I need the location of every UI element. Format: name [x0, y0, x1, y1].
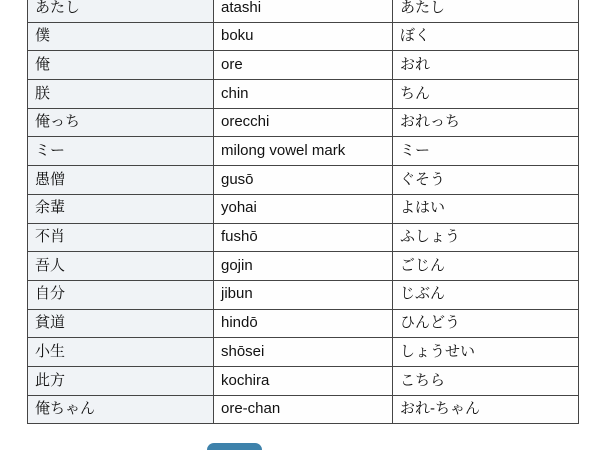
- romaji-cell: kochira: [214, 366, 393, 395]
- hiragana-cell: よはい: [393, 194, 579, 223]
- table-row: [28, 137, 579, 166]
- table-row: [28, 223, 579, 252]
- kanji-cell: 僕: [28, 22, 214, 51]
- romaji-cell: ore: [214, 51, 393, 80]
- hiragana-cell: ぐそう: [393, 166, 579, 195]
- romaji-cell: atashi: [214, 0, 393, 22]
- table-row: [28, 280, 579, 309]
- kanji-cell: 俺っち: [28, 108, 214, 137]
- table-row: [28, 108, 579, 137]
- table-row: [28, 395, 579, 424]
- romaji-cell: fushō: [214, 223, 393, 252]
- hiragana-cell: ちん: [393, 80, 579, 109]
- table-row: [28, 22, 579, 51]
- hiragana-cell: おれ: [393, 51, 579, 80]
- romaji-cell: yohai: [214, 194, 393, 223]
- hiragana-cell: ぼく: [393, 22, 579, 51]
- romaji-cell: hindō: [214, 309, 393, 338]
- romaji-cell: orecchi: [214, 108, 393, 137]
- kanji-cell: 吾人: [28, 252, 214, 281]
- table-row: [28, 366, 579, 395]
- table-row: [28, 252, 579, 281]
- kanji-cell: 余輩: [28, 194, 214, 223]
- kanji-cell: ミー: [28, 137, 214, 166]
- hiragana-cell: ふしょう: [393, 223, 579, 252]
- table-row: [28, 309, 579, 338]
- kanji-cell: あたし: [28, 0, 214, 22]
- hiragana-cell: あたし: [393, 0, 579, 22]
- table-row: [28, 338, 579, 367]
- kanji-cell: 愚僧: [28, 166, 214, 195]
- romaji-cell: ore-chan: [214, 395, 393, 424]
- kanji-cell: 俺ちゃん: [28, 395, 214, 424]
- romaji-cell: gusō: [214, 166, 393, 195]
- romaji-cell: milong vowel mark: [214, 137, 393, 166]
- hiragana-cell: ごじん: [393, 252, 579, 281]
- kanji-cell: 朕: [28, 80, 214, 109]
- table-row: [28, 166, 579, 195]
- kanji-cell: 貧道: [28, 309, 214, 338]
- hiragana-cell: しょうせい: [393, 338, 579, 367]
- hiragana-cell: じぶん: [393, 280, 579, 309]
- romaji-cell: boku: [214, 22, 393, 51]
- romaji-cell: gojin: [214, 252, 393, 281]
- bottom-button[interactable]: [207, 443, 262, 450]
- kanji-cell: 自分: [28, 280, 214, 309]
- table-row: [28, 80, 579, 109]
- romaji-cell: shōsei: [214, 338, 393, 367]
- table-row: [28, 0, 579, 22]
- kanji-cell: 俺: [28, 51, 214, 80]
- hiragana-cell: ミー: [393, 137, 579, 166]
- kanji-cell: 不肖: [28, 223, 214, 252]
- hiragana-cell: おれっち: [393, 108, 579, 137]
- romaji-cell: jibun: [214, 280, 393, 309]
- hiragana-cell: こちら: [393, 366, 579, 395]
- table-row: [28, 194, 579, 223]
- romaji-cell: chin: [214, 80, 393, 109]
- hiragana-cell: ひんどう: [393, 309, 579, 338]
- kanji-cell: 此方: [28, 366, 214, 395]
- pronoun-table: [27, 0, 579, 424]
- hiragana-cell: おれ-ちゃん: [393, 395, 579, 424]
- kanji-cell: 小生: [28, 338, 214, 367]
- table-row: [28, 51, 579, 80]
